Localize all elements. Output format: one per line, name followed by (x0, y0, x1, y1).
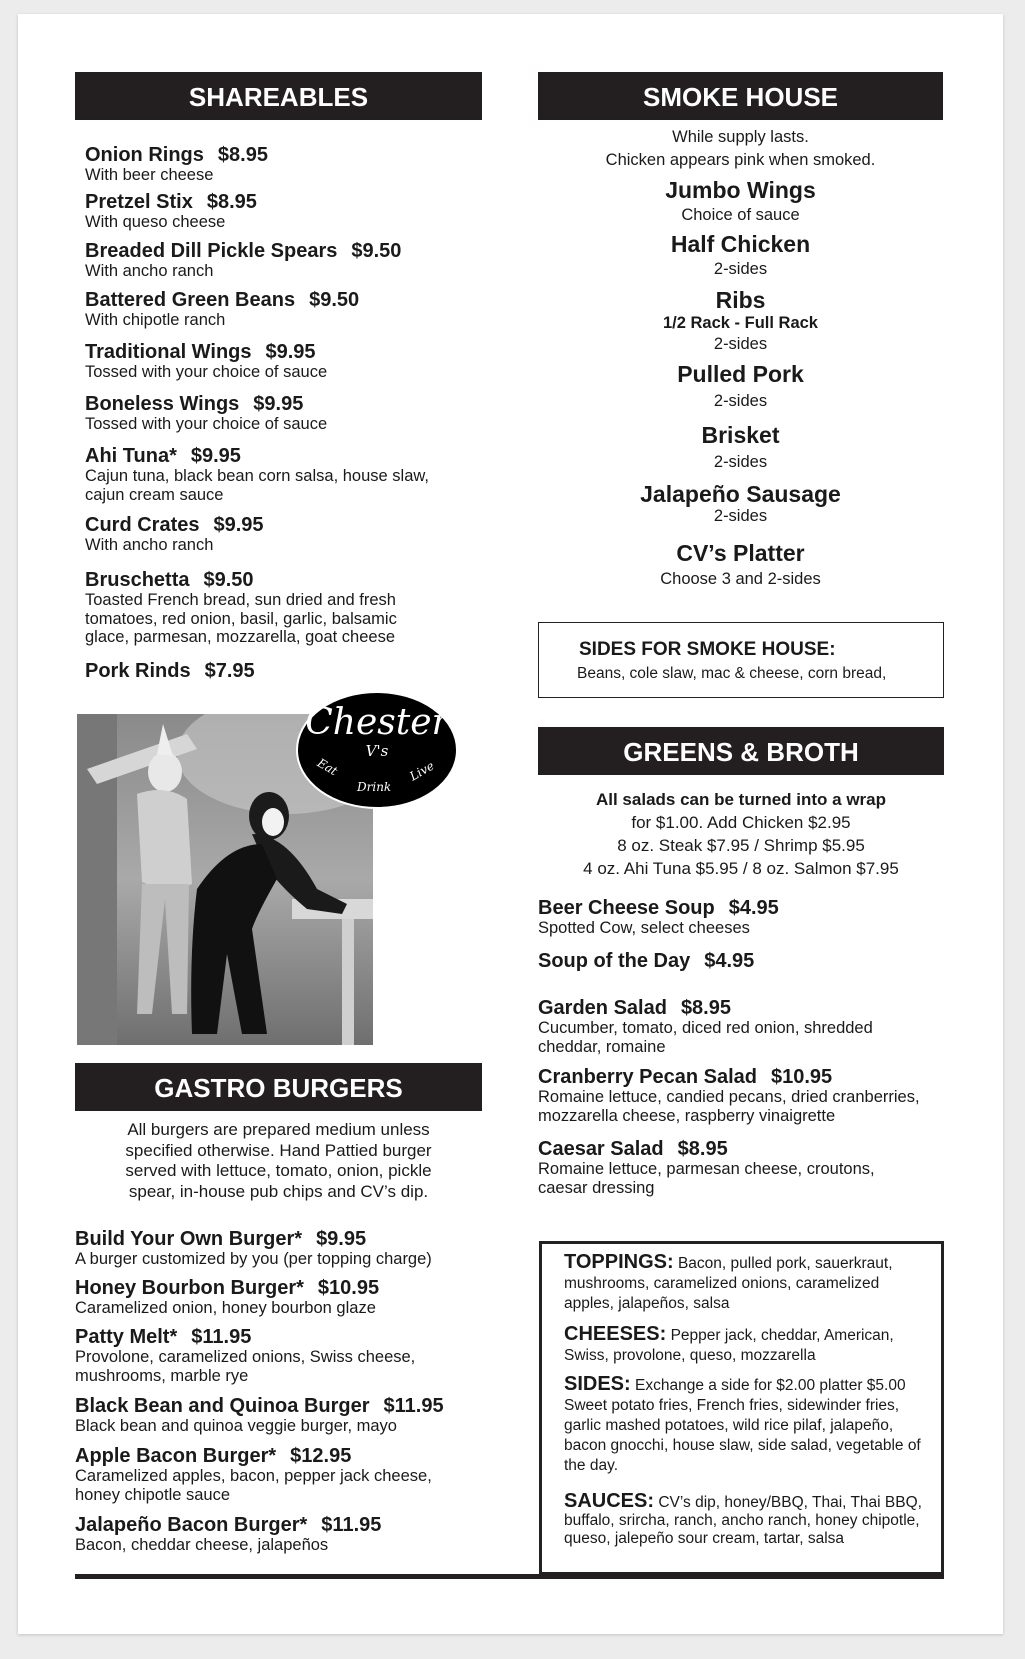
sauces-label: SAUCES: (564, 1490, 655, 1512)
item-price: $8.95 (206, 191, 257, 213)
item-name: Cranberry Pecan Salad (538, 1066, 757, 1088)
item-desc: Cajun tuna, black bean corn salsa, house slaw, cajun cream sauce (85, 467, 429, 504)
item-name: Jalapeño Bacon Burger* (75, 1514, 308, 1536)
item-price: $8.95 (680, 997, 731, 1019)
menu-item (538, 950, 943, 972)
greens-note: 4 oz. Ahi Tuna $5.95 / 8 oz. Salmon $7.95 (583, 859, 899, 878)
menu-item (538, 1138, 908, 1197)
smoke-item-detail: 1/2 Rack - Full Rack (663, 314, 818, 332)
item-price: $12.95 (290, 1445, 352, 1467)
greens-list (538, 897, 943, 1227)
item-price: $10.95 (771, 1066, 833, 1088)
item-name: Curd Crates (85, 514, 200, 536)
smoke-item-desc: 2-sides (713, 507, 768, 525)
toppings-text: Bacon, pulled pork, sauerkraut, mushrooms, caramelized onions, caramelized apples, jalapeños, salsa (564, 1255, 893, 1312)
menu-page (18, 14, 1003, 1634)
greens-notes (538, 788, 944, 880)
menu-item (538, 1066, 943, 1125)
gastro-burgers-section (75, 1063, 482, 1111)
smoke-item-desc: 2-sides (713, 335, 768, 353)
smoke-item-desc: Choose 3 and 2-sides (660, 570, 821, 588)
item-desc: With ancho ranch (85, 262, 214, 280)
menu-item (538, 997, 918, 1056)
extras-box (539, 1241, 944, 1575)
menu-item (75, 1395, 490, 1436)
item-price: $9.95 (190, 445, 241, 467)
menu-item (85, 514, 480, 555)
item-desc: Spotted Cow, select cheeses (538, 919, 750, 937)
item-name: Breaded Dill Pickle Spears (85, 240, 338, 262)
item-name: Ahi Tuna* (85, 445, 177, 467)
menu-item (75, 1445, 450, 1504)
logo-tagline-eat: Eat (314, 755, 340, 779)
toppings-block (564, 1252, 927, 1314)
greens-note-bold: All salads can be turned into a wrap (595, 790, 886, 809)
burgers-intro: All burgers are prepared medium unless specified otherwise. Hand Pattied burger served with lettuce, tomato, onion, pickle spear, in-house pub chips and CV’s dip. (125, 1120, 432, 1201)
smoke-item-desc: Choice of sauce (681, 206, 800, 224)
item-desc: Black bean and quinoa veggie burger, mayo (75, 1417, 397, 1435)
menu-item (538, 897, 943, 938)
sides-label: SIDES: (564, 1373, 631, 1395)
menu-item (75, 1228, 490, 1269)
item-name: Black Bean and Quinoa Burger (75, 1395, 370, 1417)
item-price: $9.95 (213, 514, 264, 536)
item-desc: Provolone, caramelized onions, Swiss cheese, mushrooms, marble rye (75, 1348, 416, 1385)
item-price: $9.95 (316, 1228, 367, 1250)
smoke-item-name: Ribs (715, 287, 766, 313)
burgers-list (75, 1228, 490, 1568)
smoke-item-desc: 2-sides (713, 453, 768, 471)
logo-tagline-live: Live (407, 758, 437, 784)
item-desc: Tossed with your choice of sauce (85, 415, 328, 433)
item-desc: Toasted French bread, sun dried and fresh tomatoes, red onion, basil, garlic, balsamic glace, parmesan, mozzarella, goat cheese (85, 591, 397, 646)
menu-item (85, 144, 480, 185)
item-name: Onion Rings (85, 144, 204, 166)
item-desc: Cucumber, tomato, diced red onion, shredded cheddar, romaine (538, 1019, 873, 1056)
item-price: $11.95 (383, 1395, 444, 1417)
smoke-item-name: CV’s Platter (676, 540, 805, 566)
smoke-item-name: Pulled Pork (677, 361, 804, 387)
smoke-house-sides-box (538, 622, 944, 698)
smoke-item-name: Jalapeño Sausage (640, 481, 841, 507)
item-desc: Bacon, cheddar cheese, jalapeños (75, 1536, 329, 1554)
item-desc: Romaine lettuce, parmesan cheese, croutons, caesar dressing (538, 1160, 875, 1197)
item-price: $7.95 (204, 660, 255, 682)
item-desc: Tossed with your choice of sauce (85, 363, 328, 381)
sauces-text: CV’s dip, honey/BBQ, Thai, Thai BBQ, buffalo, srircha, ranch, ancho ranch, honey chipotle, queso, jalepeño sour cream, tartar, salsa (564, 1494, 922, 1547)
smoke-item-name: Jumbo Wings (665, 177, 816, 203)
item-desc: Caramelized onion, honey bourbon glaze (75, 1299, 376, 1317)
item-desc: Romaine lettuce, candied pecans, dried cranberries, mozzarella cheese, raspberry vinaigrette (538, 1088, 920, 1125)
item-name: Pork Rinds (85, 660, 191, 682)
item-name: Boneless Wings (85, 393, 240, 415)
cheeses-label: CHEESES: (564, 1323, 667, 1345)
menu-item (85, 240, 480, 281)
item-name: Bruschetta (85, 569, 190, 591)
smoke-house-note: While supply lasts. (672, 128, 809, 146)
sides-block (564, 1374, 927, 1476)
menu-item (75, 1514, 490, 1555)
logo-tagline-drink: Drink (357, 780, 392, 794)
bottom-divider (75, 1574, 944, 1579)
item-price: $4.95 (728, 897, 779, 919)
menu-item (85, 569, 430, 647)
item-desc: With queso cheese (85, 213, 226, 231)
item-price: $11.95 (321, 1514, 382, 1536)
menu-item (85, 191, 480, 232)
item-price: $9.95 (253, 393, 304, 415)
shareables-header: SHAREABLES (75, 72, 482, 120)
menu-item (85, 445, 455, 504)
item-price: $9.50 (309, 289, 360, 311)
toppings-label: TOPPINGS: (564, 1251, 674, 1273)
item-price: $11.95 (191, 1326, 252, 1348)
item-price: $10.95 (317, 1277, 380, 1299)
greens-note: for $1.00. Add Chicken $2.95 (631, 813, 851, 832)
item-name: Build Your Own Burger* (75, 1228, 303, 1250)
item-price: $8.95 (677, 1138, 728, 1160)
menu-item (85, 393, 480, 434)
menu-item (85, 341, 480, 382)
cheeses-text: Pepper jack, cheddar, American, Swiss, provolone, queso, mozzarella (564, 1327, 894, 1364)
item-price: $9.50 (203, 569, 254, 591)
item-desc: With chipotle ranch (85, 311, 226, 329)
shareables-list (85, 132, 480, 692)
smoke-item-name: Brisket (701, 422, 780, 448)
item-name: Patty Melt* (75, 1326, 178, 1348)
greens-header: GREENS & BROTH (538, 727, 944, 775)
smoke-house-note: Chicken appears pink when smoked. (605, 151, 876, 169)
item-price: $9.50 (351, 240, 402, 262)
smoke-house-section (538, 72, 943, 120)
menu-item (85, 289, 480, 330)
shareables-section (75, 72, 482, 120)
smoke-item-desc: 2-sides (713, 392, 768, 410)
logo-initial: V's (365, 742, 389, 760)
item-name: Pretzel Stix (85, 191, 193, 213)
item-name: Battered Green Beans (85, 289, 296, 311)
logo-name: Chester (305, 702, 449, 743)
item-desc: A burger customized by you (per topping charge) (75, 1250, 432, 1268)
item-name: Soup of the Day (538, 950, 691, 972)
menu-item (85, 660, 480, 682)
item-price: $8.95 (217, 144, 268, 166)
item-name: Apple Bacon Burger* (75, 1445, 277, 1467)
smoke-item-name: Half Chicken (670, 231, 811, 257)
item-name: Caesar Salad (538, 1138, 664, 1160)
sides-box-text: Beans, cole slaw, mac & cheese, corn bread, (577, 665, 887, 682)
smoke-house-list (538, 128, 943, 589)
sides-box-title: SIDES FOR SMOKE HOUSE: (579, 639, 836, 660)
item-desc: Caramelized apples, bacon, pepper jack cheese, honey chipotle sauce (75, 1467, 432, 1504)
greens-note: 8 oz. Steak $7.95 / Shrimp $5.95 (617, 836, 865, 855)
item-name: Traditional Wings (85, 341, 252, 363)
cheeses-block (564, 1324, 927, 1366)
greens-section (538, 727, 944, 775)
menu-item (75, 1277, 490, 1318)
item-price: $4.95 (704, 950, 755, 972)
item-desc: With beer cheese (85, 166, 214, 184)
item-name: Beer Cheese Soup (538, 897, 715, 919)
item-name: Honey Bourbon Burger* (75, 1277, 304, 1299)
chester-vs-logo (295, 690, 459, 810)
item-price: $9.95 (265, 341, 316, 363)
item-desc: With ancho ranch (85, 536, 214, 554)
sauces-block (564, 1492, 927, 1548)
smoke-house-header: SMOKE HOUSE (538, 72, 943, 120)
smoke-item-desc: 2-sides (713, 260, 768, 278)
item-name: Garden Salad (538, 997, 667, 1019)
sides-text: Exchange a side for $2.00 platter $5.00 Sweet potato fries, French fries, sidewinder fries, garlic mashed potatoes, wild rice pilaf, jalapeño, bacon gnocchi, house slaw, side salad, vegetable of the day. (564, 1377, 921, 1474)
gastro-burgers-header: GASTRO BURGERS (75, 1063, 482, 1111)
menu-item (75, 1326, 445, 1385)
